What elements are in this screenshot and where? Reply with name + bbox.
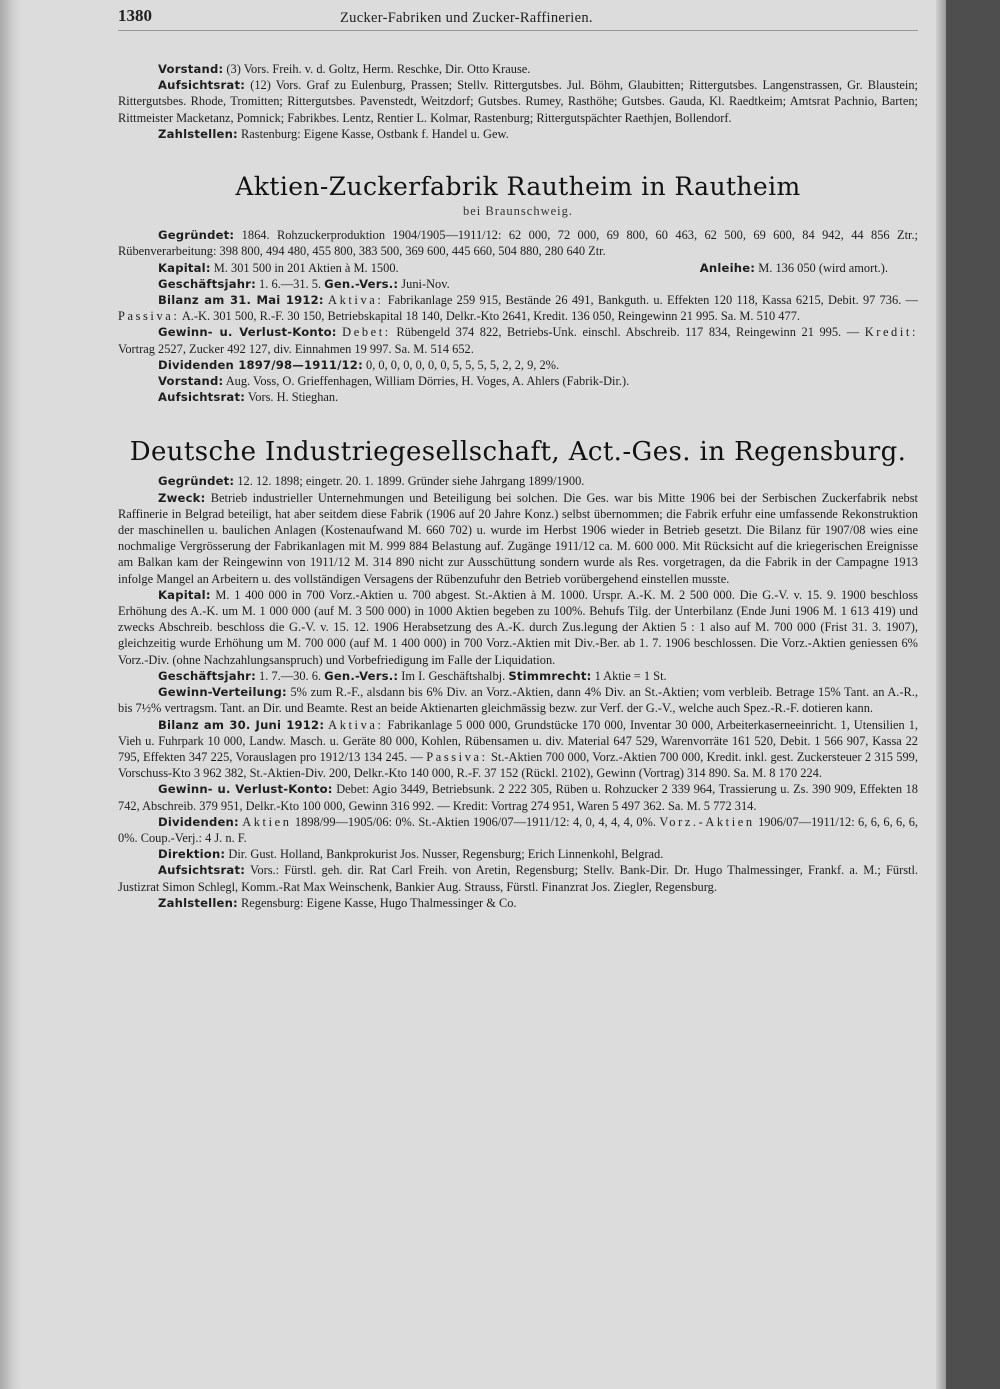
text-dividenden-vorz: 1906/07—1911/12: 6, 6, 6, 6, 6, 0%. Coup.-Verj.: 4 J. n. F. [118, 814, 919, 845]
prev-aufsichtsrat [118, 77, 918, 126]
text-geschaeftsjahr: 1. 6.—31. 5. [259, 276, 321, 291]
text-aufsichtsrat: Vors.: Fürstl. geh. dir. Rat Carl Freih. von Aretin, Regensburg; Stellv. Bank-Dir. Dr. Hugo Thalmessinger, Frankf. a. M.; Fürstl. Justizrat Simon Schlegl, Komm.-Rat Max Weinschenk, Bankier Aug. Strauss, Fürstl. Finanzrat Jos. Ziegler, Regensburg. [118, 863, 918, 894]
text-guv-kredit: Vortrag 2527, Zucker 492 127, div. Einnahmen 19 997. Sa. M. 514 652. [118, 341, 474, 356]
regensburg-gewinnverteilung [118, 684, 918, 716]
running-title: Zucker-Fabriken und Zucker-Raffinerien. [340, 10, 593, 26]
word-passiva: Passiva: [118, 309, 180, 324]
running-head [118, 8, 918, 31]
text-zahlstellen: Rastenburg: Eigene Kasse, Ostbank f. Handel u. Gew. [240, 126, 509, 141]
word-vorz-aktien: Vorz.-Aktien [659, 814, 755, 829]
page-gutter-shadow [0, 0, 22, 1389]
label-vorstand: Vorstand: [158, 62, 224, 76]
label-aufsichtsrat: Aufsichtsrat: [158, 78, 246, 93]
text-bilanz-passiva: A.-K. 301 500, R.-F. 30 150, Betriebskapital 18 140, Delkr.-Kto 2641, Kredit. 136 050, Reingewinn 21 995. Sa. M. 510 477. [181, 309, 800, 324]
text-guv: Debet: Agio 3449, Betriebsunk. 2 222 305, Rüben u. Rohzucker 2 339 964, Trassierung u. Zs. 390 909, Effekten 18 742, Abschreib. 379 951, Delkr.-Kto 100 000, Gewinn 316 992. — Kredit: Vortrag 274 951, Waren 5 497 362. Sa. M. 5 772 314. [118, 782, 918, 813]
label-zahlstellen: Zahlstellen: [158, 895, 238, 910]
regensburg-kapital [118, 587, 918, 668]
label-geschaeftsjahr: Geschäftsjahr: [158, 276, 256, 291]
label-aufsichtsrat: Aufsichtsrat: [158, 390, 246, 405]
word-debet: Debet: [342, 325, 391, 340]
label-aufsichtsrat: Aufsichtsrat: [158, 863, 246, 878]
rautheim-aufsichtsrat [118, 389, 918, 405]
label-geschaeftsjahr: Geschäftsjahr: [158, 668, 256, 683]
text-zweck: Betrieb industrieller Unternehmungen und Beteiligung bei solchen. Die Ges. war bis Mitte 1906 bei der Serbischen Zuckerfabrik nebst Raffinerie in Belgrad beteiligt, hat aber seitdem diese Fabrik (1906 auf 20 Jahre Konz.) selbst übernommen; die Fabrik erfuhr eine umfassende Rekonstruktion der maschinellen u. baulichen Anlagen (Kostenaufwand M. 660 702) u. wurde im Herbst 1906 wieder in Betrieb gesetzt. Die Bilanz für 1907/08 wies eine nochmalige Vergrösserung der Fabrikanlagen mit M. 999 884 Belastung auf. Zugänge 1911/12 ca. M. 600 000. Mit Rücksicht auf die kriegerischen Ereignisse am Balkan kam der Reingewinn von 1911/12 M. 314 890 nicht zur Ausschüttung sondern wurde als Res. vorgetragen, da die Fabrik in der Campagne 1913 infolge Mangel an Arbeitern u. des vollständigen Versagens der Rübenzufuhr den Betrieb vorübergehend einstellen musste. [118, 490, 918, 586]
prev-zahlstellen [118, 126, 918, 142]
word-aktiva: Aktiva: [328, 293, 384, 308]
text-anleihe: M. 136 050 (wird amort.). [758, 260, 888, 275]
label-guv: Gewinn- u. Verlust-Konto: [158, 782, 333, 797]
word-passiva: Passiva: [426, 749, 488, 764]
label-dividenden: Dividenden: [158, 814, 239, 829]
text-vorstand: (3) Vors. Freih. v. d. Goltz, Herm. Reschke, Dir. Otto Krause. [226, 62, 531, 76]
text-bilanz-passiva: St.-Aktien 700 000, Vorz.-Aktien 700 000, Kredit. inkl. gest. Zuckersteuer 2 315 599, Vorschuss-Kto 3 962 382, St.-Aktien-Div. 200, Delkr.-Kto 140 000, R.-F. 37 152 (Rückl. 2102), Gewinn (Vortrag) 314 890. Sa. M. 8 170 224. [118, 749, 918, 781]
rautheim-dividenden [118, 357, 918, 373]
label-vorstand: Vorstand: [158, 374, 224, 389]
label-kapital: Kapital: [158, 587, 211, 602]
word-aktien: Aktien [242, 814, 292, 829]
company-subtitle-rautheim: bei Braunschweig. [462, 204, 574, 219]
label-dividenden: Dividenden 1897/98—1911/12: [158, 357, 363, 372]
rautheim-gegruendet [118, 227, 918, 259]
label-genvers: Gen.-Vers.: [324, 668, 399, 683]
label-genvers: Gen.-Vers.: [324, 276, 399, 291]
rautheim-geschaeftsjahr [118, 276, 918, 292]
rautheim-anleihe [700, 260, 888, 276]
text-kapital: M. 301 500 in 201 Aktien à M. 1500. [213, 260, 399, 275]
regensburg-zweck [118, 490, 918, 587]
text-bilanz-aktiva: Fabrikanlage 259 915, Bestände 26 491, Bankguth. u. Effekten 120 118, Kassa 6215, Debit. 97 736. — [387, 293, 918, 308]
company-title-rautheim: Aktien-Zuckerfabrik Rautheim in Rautheim [235, 172, 801, 202]
regensburg-geschaeftsjahr [118, 668, 918, 684]
text-dividenden: 1898/99—1905/06: 0%. St.-Aktien 1906/07—1911/12: 4, 0, 4, 4, 4, 0%. [294, 814, 656, 829]
label-zweck: Zweck: [158, 490, 206, 505]
regensburg-guv [118, 781, 918, 813]
text-aufsichtsrat: (12) Vors. Graf zu Eulenburg, Prassen; Stellv. Rittergutsbes. Jul. Böhm, Glaubitten; Rittergutsbes. Langenstrassen, Gr. Blaustein; Rittergutsbes. Rhode, Tromitten; Rittergutsbes. Pavenstedt, Weitzdorf; Gutsbes. Rumey, Rasthöhe; Gutsbes. Gauda, Kl. Raedtkeim; Amtsrat Pachnio, Barten; Rittmeister Macketanz, Pomnick; Fabrikbes. Lentz, Rentier L. Kolmar, Rastenburg; Rittergutspächter Raethjen, Bollendorf. [118, 78, 918, 125]
label-anleihe: Anleihe: [699, 260, 756, 275]
text-zahlstellen: Regensburg: Eigene Kasse, Hugo Thalmessinger & Co. [240, 895, 517, 910]
rautheim-vorstand [118, 373, 918, 389]
regensburg-aufsichtsrat [118, 862, 918, 894]
page-edge-shadow [936, 0, 946, 1389]
rautheim-bilanz [118, 292, 918, 324]
label-kapital: Kapital: [158, 260, 211, 275]
regensburg-gegruendet [118, 473, 918, 489]
text-gegruendet: 12. 12. 1898; eingetr. 20. 1. 1899. Gründer siehe Jahrgang 1899/1900. [237, 474, 585, 489]
regensburg-bilanz [118, 717, 918, 782]
label-stimmrecht: Stimmrecht: [508, 668, 592, 683]
company-title-regensburg: Deutsche Industriegesellschaft, Act.-Ges. in Regensburg. [129, 437, 907, 468]
word-aktiva: Aktiva: [328, 717, 384, 732]
regensburg-zahlstellen [118, 895, 918, 911]
regensburg-dividenden [118, 814, 918, 846]
text-bilanz-aktiva: Fabrikanlage 5 000 000, Grundstücke 170 000, Inventar 30 000, Arbeiterkaserneeinricht. 1, Utensilien 1, Vieh u. Fuhrpark 10 000, Landw. Masch. u. Geräte 80 000, Kohlen, Rübensamen u. div. Material 647 529, Warenvorräte 161 520, Debit. 1 566 907, Kassa 22 795, Effekten 347 225, Vorauslagen pro 1912/13 134 245. — [118, 717, 918, 764]
page-number: 1380 [118, 6, 152, 25]
text-gewinnverteilung: 5% zum R.-F., alsdann bis 6% Div. an Vorz.-Aktien, dann 4% Div. an St.-Aktien; vom verbleib. Betrage 15% Tant. an A.-R., bis 7½% vertragsm. Tant. an Dir. und Beamte. Rest an beide Aktienarten gleichmässig bezw. zur Verf. der G.-V., welche auch Spez.-R.-F. dotieren kann. [118, 685, 918, 716]
label-bilanz: Bilanz am 31. Mai 1912: [158, 293, 324, 308]
text-kapital: M. 1 400 000 in 700 Vorz.-Aktien u. 700 abgest. St.-Aktien à M. 1000. Urspr. A.-K. M. 2 500 000. Die G.-V. v. 15. 9. 1900 beschloss Erhöhung des A.-K. um M. 1 000 000 (auf M. 3 500 000) in 1000 Aktien begeben zu 100%. Behufs Tilg. der Unterbilanz (Ende Juni 1906 M. 1 613 419) und zwecks Abschreib. beschloss die G.-V. v. 15. 12. 1906 Herabsetzung des A.-K. durch Zus.legung der Aktien 5 : 1 also auf M. 700 000 (Frist 31. 3. 1907), gleichzeitig wurde Erhöhung um M. 700 000 (auf M. 1 400 000) in 700 Vorz.-Aktien mit Div.-Ber. ab 1. 7. 1906 beschlossen. Die Vorz.-Aktien geniessen 6% Vorz.-Div. (ohne Nachzahlungsanspruch) und Vorbefriedigung im Falle der Liquidation. [118, 587, 918, 667]
label-gegruendet: Gegründet: [158, 474, 235, 489]
regensburg-direktion [118, 846, 918, 862]
rautheim-kapital [158, 260, 399, 276]
label-gegruendet: Gegründet: [158, 228, 235, 243]
text-gegruendet: 1864. Rohzuckerproduktion 1904/1905—1911/12: 62 000, 72 000, 69 800, 60 463, 62 500, 69 600, 84 942, 44 856 Ztr.; Rübenverarbeitung: 398 800, 494 480, 455 800, 383 500, 369 600, 445 660, 504 880, 280 640 Ztr. [118, 228, 918, 259]
word-kredit: Kredit: [864, 325, 918, 340]
text-dividenden: 0, 0, 0, 0, 0, 0, 0, 5, 5, 5, 5, 2, 2, 9, 2%. [366, 357, 560, 372]
label-guv: Gewinn- u. Verlust-Konto: [158, 325, 337, 340]
text-genvers: Im I. Geschäftshalbj. [401, 668, 506, 683]
text-guv-debet: Rübengeld 374 822, Betriebs-Unk. einschl. Abschreib. 117 834, Reingewinn 21 995. — [396, 325, 860, 340]
text-geschaeftsjahr: 1. 7.—30. 6. [259, 668, 321, 683]
label-gewinnverteilung: Gewinn-Verteilung: [158, 685, 287, 700]
text-vorstand: Aug. Voss, O. Grieffenhagen, William Dörries, H. Voges, A. Ahlers (Fabrik-Dir.). [225, 374, 630, 389]
rautheim-kapital-anleihe-row [118, 260, 918, 276]
text-aufsichtsrat: Vors. H. Stieghan. [247, 390, 339, 405]
label-zahlstellen: Zahlstellen: [158, 126, 238, 141]
label-bilanz: Bilanz am 30. Juni 1912: [158, 717, 325, 732]
rautheim-guv [118, 324, 918, 356]
prev-vorstand [118, 61, 918, 77]
text-stimmrecht: 1 Aktie = 1 St. [594, 668, 667, 683]
page-content [118, 8, 918, 911]
text-genvers: Juni-Nov. [401, 276, 450, 291]
label-direktion: Direktion: [158, 847, 226, 862]
text-direktion: Dir. Gust. Holland, Bankprokurist Jos. Nusser, Regensburg; Erich Linnenkohl, Belgrad. [228, 847, 664, 862]
